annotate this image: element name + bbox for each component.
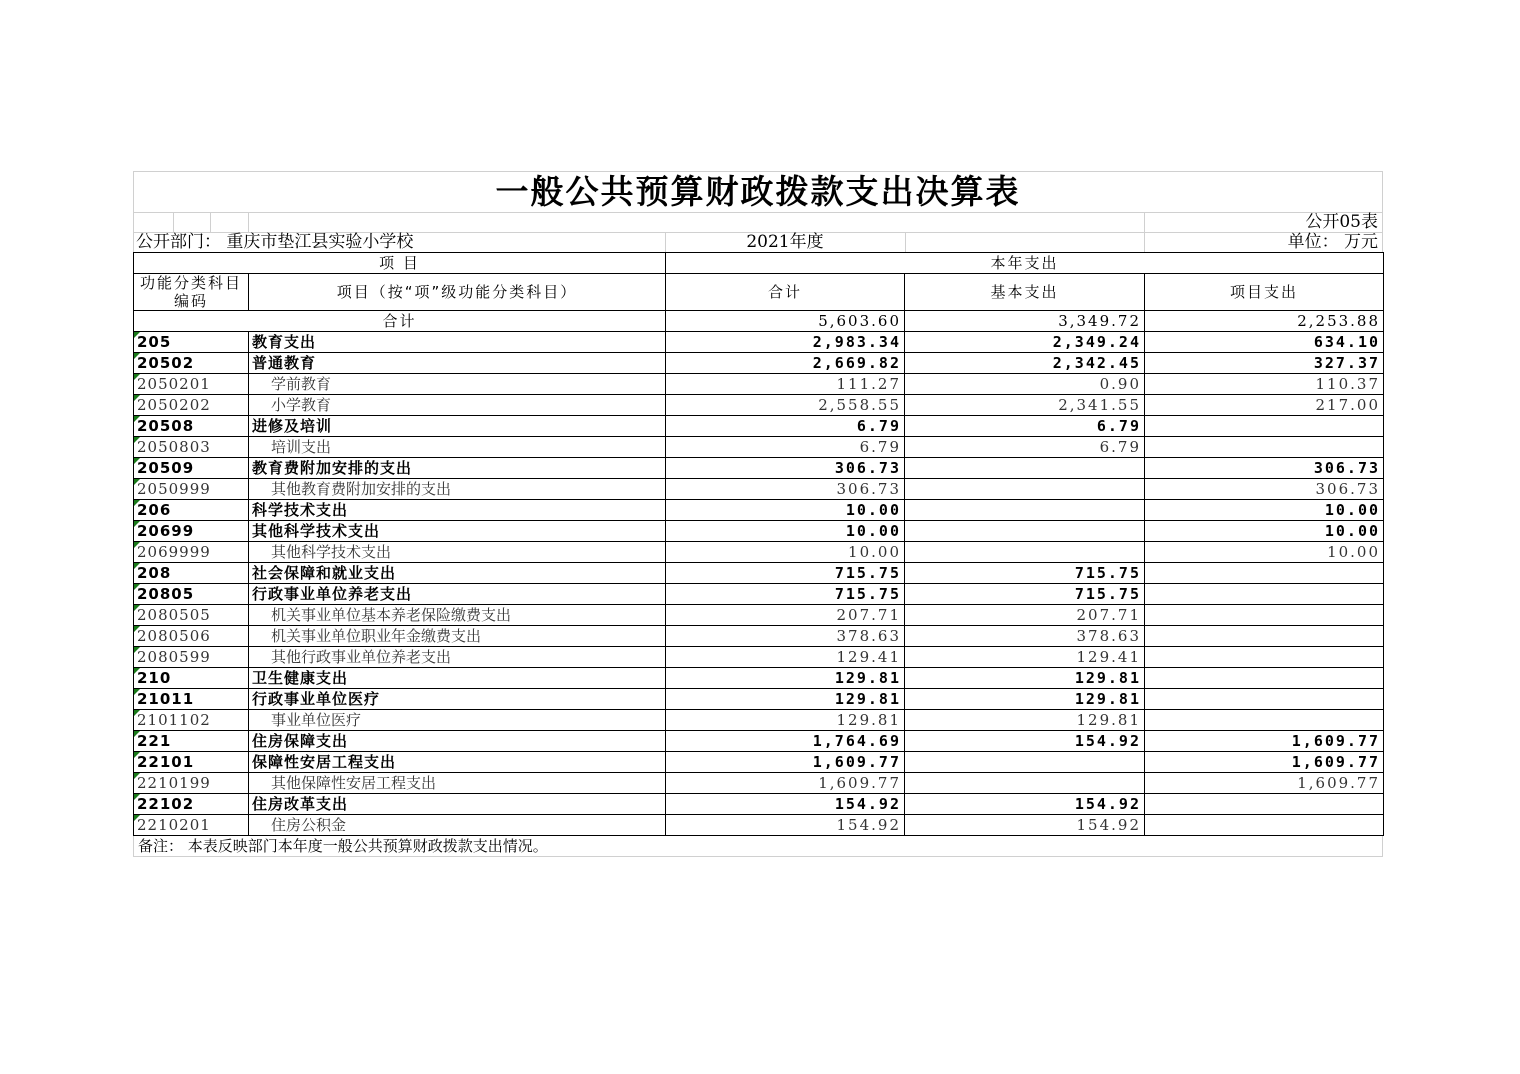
row-total: 306.73 — [666, 458, 905, 479]
header-code: 功能分类科目编码 — [134, 274, 249, 311]
row-name: 保障性安居工程支出 — [249, 752, 666, 773]
table-row — [134, 542, 1384, 563]
row-code: 2210201 — [134, 815, 249, 836]
row-total: 1,764.69 — [666, 731, 905, 752]
row-basic — [905, 500, 1145, 521]
row-basic: 2,341.55 — [905, 395, 1145, 416]
row-code: 2050202 — [134, 395, 249, 416]
row-name: 事业单位医疗 — [249, 710, 666, 731]
row-code: 2050201 — [134, 374, 249, 395]
table-row — [134, 605, 1384, 626]
row-project: 634.10 — [1145, 332, 1384, 353]
row-project — [1145, 710, 1384, 731]
header-item-group: 项 目 — [134, 253, 666, 274]
table-row — [134, 521, 1384, 542]
table-row — [134, 647, 1384, 668]
table-row — [134, 710, 1384, 731]
row-code: 221 — [134, 731, 249, 752]
table-row — [134, 584, 1384, 605]
row-code: 2050803 — [134, 437, 249, 458]
unit-label: 单位： 万元 — [1287, 232, 1378, 252]
row-name: 培训支出 — [249, 437, 666, 458]
row-project — [1145, 794, 1384, 815]
row-total: 129.81 — [666, 710, 905, 731]
header-column-row — [134, 274, 1384, 311]
meta-row — [133, 232, 1383, 252]
row-project — [1145, 584, 1384, 605]
row-code: 2080505 — [134, 605, 249, 626]
row-name: 行政事业单位养老支出 — [249, 584, 666, 605]
total-row — [134, 311, 1384, 332]
total-project: 2,253.88 — [1145, 311, 1384, 332]
total-label: 合计 — [134, 311, 666, 332]
row-name: 其他教育费附加安排的支出 — [249, 479, 666, 500]
row-basic: 154.92 — [905, 731, 1145, 752]
table-row — [134, 626, 1384, 647]
row-code: 22102 — [134, 794, 249, 815]
header-name: 项目（按“项”级功能分类科目） — [249, 274, 666, 311]
table-row — [134, 731, 1384, 752]
row-project: 1,609.77 — [1145, 752, 1384, 773]
row-basic — [905, 458, 1145, 479]
row-code: 21011 — [134, 689, 249, 710]
row-code: 2050999 — [134, 479, 249, 500]
row-name: 机关事业单位职业年金缴费支出 — [249, 626, 666, 647]
row-project — [1145, 437, 1384, 458]
row-basic: 154.92 — [905, 815, 1145, 836]
row-basic — [905, 542, 1145, 563]
row-project: 1,609.77 — [1145, 773, 1384, 794]
row-project — [1145, 605, 1384, 626]
row-code: 2069999 — [134, 542, 249, 563]
row-total: 1,609.77 — [666, 773, 905, 794]
row-name: 普通教育 — [249, 353, 666, 374]
total-basic: 3,349.72 — [905, 311, 1145, 332]
row-total: 10.00 — [666, 500, 905, 521]
table-row — [134, 668, 1384, 689]
table-row — [134, 332, 1384, 353]
row-code: 205 — [134, 332, 249, 353]
row-total: 10.00 — [666, 521, 905, 542]
row-code: 20805 — [134, 584, 249, 605]
row-basic: 715.75 — [905, 563, 1145, 584]
header-project: 项目支出 — [1145, 274, 1384, 311]
row-name: 其他行政事业单位养老支出 — [249, 647, 666, 668]
total-total: 5,603.60 — [666, 311, 905, 332]
row-project — [1145, 647, 1384, 668]
table-row — [134, 458, 1384, 479]
row-code: 210 — [134, 668, 249, 689]
row-total: 715.75 — [666, 563, 905, 584]
row-total: 6.79 — [666, 437, 905, 458]
row-name: 进修及培训 — [249, 416, 666, 437]
row-name: 教育费附加安排的支出 — [249, 458, 666, 479]
row-code: 22101 — [134, 752, 249, 773]
row-total: 154.92 — [666, 815, 905, 836]
form-number-row — [133, 212, 1383, 232]
row-basic: 0.90 — [905, 374, 1145, 395]
row-total: 2,983.34 — [666, 332, 905, 353]
row-total: 6.79 — [666, 416, 905, 437]
title-row — [133, 171, 1383, 212]
row-project: 306.73 — [1145, 479, 1384, 500]
row-total: 2,558.55 — [666, 395, 905, 416]
header-spend-group: 本年支出 — [666, 253, 1384, 274]
row-code: 2210199 — [134, 773, 249, 794]
expenditure-table — [133, 252, 1384, 836]
row-project: 1,609.77 — [1145, 731, 1384, 752]
row-code: 2080599 — [134, 647, 249, 668]
row-basic: 129.81 — [905, 668, 1145, 689]
table-row — [134, 689, 1384, 710]
row-name: 社会保障和就业支出 — [249, 563, 666, 584]
table-row — [134, 353, 1384, 374]
table-row — [134, 374, 1384, 395]
row-project — [1145, 416, 1384, 437]
row-project: 10.00 — [1145, 500, 1384, 521]
row-project: 306.73 — [1145, 458, 1384, 479]
row-total: 111.27 — [666, 374, 905, 395]
footnote: 备注： 本表反映部门本年度一般公共预算财政拨款支出情况。 — [133, 836, 1383, 857]
row-code: 2080506 — [134, 626, 249, 647]
row-total: 2,669.82 — [666, 353, 905, 374]
table-row — [134, 563, 1384, 584]
row-project: 110.37 — [1145, 374, 1384, 395]
header-group-row — [134, 253, 1384, 274]
row-basic: 715.75 — [905, 584, 1145, 605]
row-basic — [905, 752, 1145, 773]
table-row — [134, 437, 1384, 458]
row-basic: 154.92 — [905, 794, 1145, 815]
table-row — [134, 479, 1384, 500]
table-row — [134, 500, 1384, 521]
row-basic: 6.79 — [905, 437, 1145, 458]
row-total: 207.71 — [666, 605, 905, 626]
fiscal-year: 2021年度 — [746, 232, 824, 252]
row-basic — [905, 773, 1145, 794]
row-basic: 129.41 — [905, 647, 1145, 668]
row-total: 378.63 — [666, 626, 905, 647]
row-name: 住房公积金 — [249, 815, 666, 836]
row-name: 其他科学技术支出 — [249, 521, 666, 542]
row-name: 住房保障支出 — [249, 731, 666, 752]
department-label: 公开部门： 重庆市垫江县实验小学校 — [136, 232, 414, 252]
row-project — [1145, 815, 1384, 836]
row-name: 卫生健康支出 — [249, 668, 666, 689]
table-row — [134, 773, 1384, 794]
row-project: 10.00 — [1145, 521, 1384, 542]
row-total: 154.92 — [666, 794, 905, 815]
row-basic — [905, 521, 1145, 542]
row-code: 20508 — [134, 416, 249, 437]
row-name: 学前教育 — [249, 374, 666, 395]
row-name: 小学教育 — [249, 395, 666, 416]
row-code: 206 — [134, 500, 249, 521]
row-basic: 378.63 — [905, 626, 1145, 647]
row-project — [1145, 668, 1384, 689]
row-name: 机关事业单位基本养老保险缴费支出 — [249, 605, 666, 626]
table-row — [134, 395, 1384, 416]
row-basic: 6.79 — [905, 416, 1145, 437]
row-project — [1145, 626, 1384, 647]
row-basic: 207.71 — [905, 605, 1145, 626]
row-total: 129.81 — [666, 668, 905, 689]
row-code: 20699 — [134, 521, 249, 542]
row-total: 10.00 — [666, 542, 905, 563]
row-name: 科学技术支出 — [249, 500, 666, 521]
table-row — [134, 815, 1384, 836]
row-total: 129.81 — [666, 689, 905, 710]
table-row — [134, 752, 1384, 773]
row-name: 住房改革支出 — [249, 794, 666, 815]
row-total: 129.41 — [666, 647, 905, 668]
row-basic: 129.81 — [905, 710, 1145, 731]
row-code: 208 — [134, 563, 249, 584]
row-project — [1145, 689, 1384, 710]
row-name: 教育支出 — [249, 332, 666, 353]
header-basic: 基本支出 — [905, 274, 1145, 311]
row-code: 2101102 — [134, 710, 249, 731]
row-project: 10.00 — [1145, 542, 1384, 563]
row-project — [1145, 563, 1384, 584]
row-total: 306.73 — [666, 479, 905, 500]
table-row — [134, 416, 1384, 437]
page-title: 一般公共预算财政拨款支出决算表 — [495, 172, 1021, 211]
row-name: 行政事业单位医疗 — [249, 689, 666, 710]
row-basic: 129.81 — [905, 689, 1145, 710]
row-total: 715.75 — [666, 584, 905, 605]
header-total: 合计 — [666, 274, 905, 311]
row-code: 20509 — [134, 458, 249, 479]
row-name: 其他科学技术支出 — [249, 542, 666, 563]
budget-sheet — [133, 171, 1383, 857]
form-number: 公开05表 — [1305, 212, 1378, 232]
row-project: 217.00 — [1145, 395, 1384, 416]
row-total: 1,609.77 — [666, 752, 905, 773]
row-basic: 2,349.24 — [905, 332, 1145, 353]
row-basic: 2,342.45 — [905, 353, 1145, 374]
table-row — [134, 794, 1384, 815]
row-code: 20502 — [134, 353, 249, 374]
row-name: 其他保障性安居工程支出 — [249, 773, 666, 794]
row-project: 327.37 — [1145, 353, 1384, 374]
row-basic — [905, 479, 1145, 500]
